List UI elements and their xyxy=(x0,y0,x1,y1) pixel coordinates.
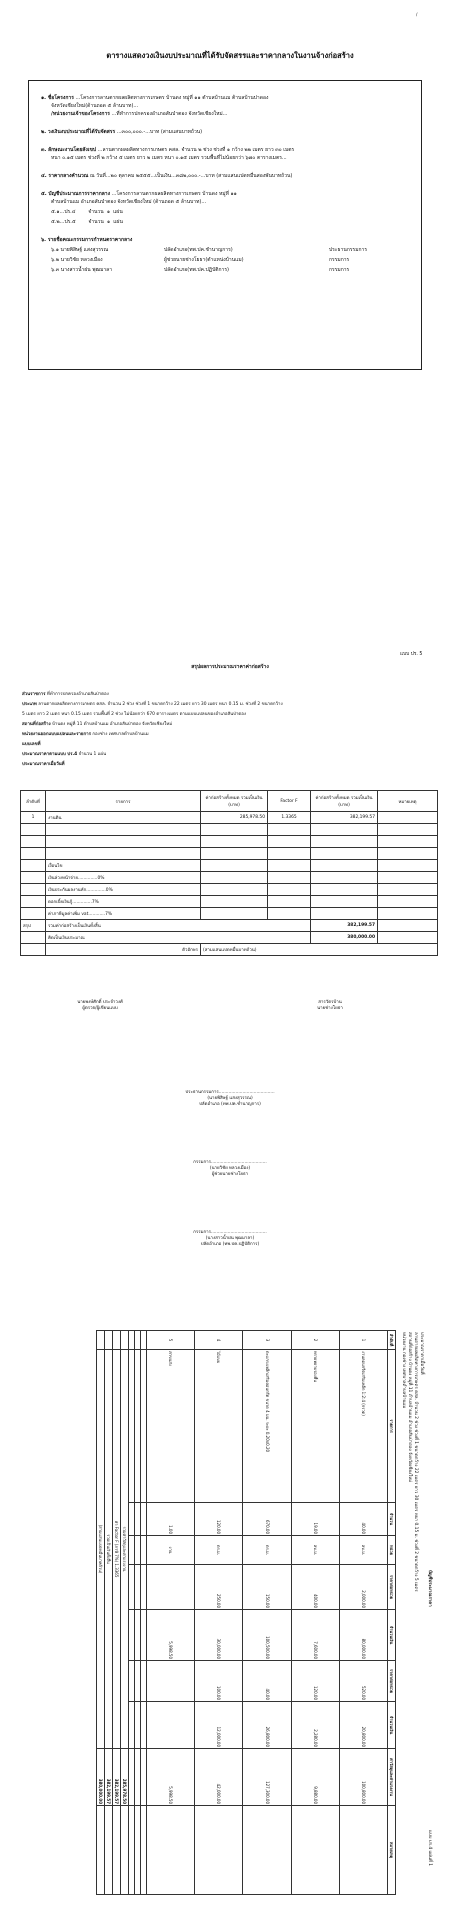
cell-item: ค่าขนส่ง xyxy=(147,1350,195,1503)
signer-block xyxy=(140,1160,320,1178)
summary-field-value: ที่ทำการปกครองอำเภอสันป่าตอง xyxy=(46,692,109,697)
p3-rounded-total: 380,000.00 xyxy=(97,1749,105,1806)
col-note: หมายเหตุ xyxy=(378,791,438,812)
estimate-row xyxy=(41,191,411,197)
cell-note xyxy=(378,860,438,872)
cell-empty xyxy=(129,1350,135,1503)
cell-tot: 9,880.00 xyxy=(291,1749,339,1806)
estimate-value: ...โครงการลานตากผลผลิตทางการเกษตร บ้านดง หมู่ที่ ๑๑ xyxy=(111,191,237,197)
cell-mt: 30,000.00 xyxy=(195,1610,243,1661)
project-name-value: ...โครงการลานตากผลผลิตทางการเกษตร บ้านดง หมู่ที่ ๑๑ ตำบลบ้านแม ต้าบลบ้านปาดอง xyxy=(75,95,269,101)
p3-factor-total: 382,199.57 xyxy=(113,1749,121,1806)
cell-item: งานคอนกรีตเสริมเหล็ก 1:2:4 (กรวด) xyxy=(339,1350,387,1503)
form-number: แบบ ปร. 5 xyxy=(400,652,423,657)
cell-lt: 12,000.00 xyxy=(195,1702,243,1749)
cell-cost xyxy=(201,908,268,920)
budget-label: ๒. วงเงินงบประมาณที่ได้รับจัดสรร xyxy=(41,129,116,135)
cell-cost xyxy=(201,848,268,860)
summary-table-header xyxy=(21,791,438,812)
table-row xyxy=(339,1331,387,1895)
cell-empty xyxy=(129,1661,135,1702)
cell-item xyxy=(46,848,201,860)
committee-label: ๖. รายชื่อคณะกรรมการกำหนดราคากลาง xyxy=(41,237,133,243)
cell-empty xyxy=(135,1536,141,1565)
summary-field-label: ส่วนราชการ xyxy=(22,692,46,697)
project-name-row xyxy=(41,95,411,101)
rounded-text: คิดเป็นเงินประมาณ xyxy=(46,932,311,944)
agency-value: ...ที่ทำการปกครองอำเภอสันป่าตอง จังหวัดเชียงใหม่... xyxy=(111,111,228,117)
work-desc-value: ...ลานตากผลผลิตทางการเกษตร คสล. จำนวน ๒ ช่วง ช่วงที่ ๑ กว้าง ๒๒ เมตร ยาว ๓๐ เมตร xyxy=(97,147,295,153)
p3-col-item: รายการ xyxy=(388,1350,396,1503)
cell-note xyxy=(195,1806,243,1895)
table-row xyxy=(195,1331,243,1895)
col-factor: Factor F xyxy=(268,791,311,812)
summary-field xyxy=(22,752,432,757)
cell-item: ตะแกรงเหล็กเสริมคอนกรีต ขนาด 4 มม. ระยะ 0.20x0.20 xyxy=(243,1350,291,1503)
cell-empty xyxy=(135,1702,141,1749)
cell-mp: 250.00 xyxy=(195,1565,243,1610)
cell-empty xyxy=(141,1565,147,1610)
signer-line: ประธานกรรมการ........................................ xyxy=(185,1090,275,1095)
median-price-value: ณ วันที่...๒๐ ตุลาคม ๒๕๕๕...เป็นเงิน...๓๘๒,๐๐๐.-...บาท (สามแสนแปดหมื่นสองพันบาทถ้วน) xyxy=(90,173,293,179)
cell-no: 2 xyxy=(291,1331,339,1350)
committee-name: ๖.๓ นางสาวน้ำฝน พุฒมาลา xyxy=(51,267,113,273)
cell-empty xyxy=(135,1749,141,1806)
p3-grand-blank xyxy=(105,1331,113,1350)
cell-tot: 127,300.00 xyxy=(243,1749,291,1806)
cell-empty xyxy=(135,1661,141,1702)
p3-sum-total: 285,978.50 xyxy=(121,1749,129,1806)
signer-name: (นายวิชัย หลวงเมือง) xyxy=(209,1166,251,1171)
committee-role: ประธานกรรมการ xyxy=(329,247,368,253)
cell-unit: ตร.ม. xyxy=(243,1536,291,1565)
cell-unit: ลบ.ม. xyxy=(291,1536,339,1565)
sig-right-1: สารวัตรบ้าน xyxy=(318,1000,342,1005)
col-total: ค่าก่อสร้างทั้งหมด รวมเป็นเงิน (บาท) xyxy=(311,791,378,812)
cell-total xyxy=(311,908,378,920)
cell-note xyxy=(147,1806,195,1895)
cell-item: ดอกเบี้ยเงินกู้..............7% xyxy=(46,896,201,908)
cell-empty xyxy=(135,1350,141,1503)
cell-total xyxy=(311,836,378,848)
cell-mp: 150.00 xyxy=(243,1565,291,1610)
cell-qty: 670.00 xyxy=(243,1503,291,1536)
cell-empty xyxy=(135,1806,141,1895)
p3-grand-label: รวมเป็นเงินทั้งสิ้น xyxy=(105,1350,113,1749)
signer-block xyxy=(140,1230,320,1248)
cell-note xyxy=(291,1806,339,1895)
signer-line: กรรมการ........................................ xyxy=(193,1160,267,1165)
p3-sum-label: รวมค่าวัสดุและค่าแรงงาน xyxy=(121,1350,129,1749)
cell-empty xyxy=(141,1503,147,1536)
cell-no: 1 xyxy=(339,1331,387,1350)
summary-field xyxy=(22,712,432,717)
estimate-label: ๕. บัญชีประมาณการราคากลาง xyxy=(41,191,111,197)
cell-empty xyxy=(141,1350,147,1503)
summary-text: รวมค่าก่อสร้างเป็นเงินทั้งสิ้น xyxy=(46,920,311,932)
cell-qty: 40.00 xyxy=(339,1503,387,1536)
cell-empty xyxy=(141,1749,147,1806)
signer-position: ผู้ช่วยนายช่างโยธา xyxy=(211,1172,249,1177)
p3-col-mt: จำนวนเงิน xyxy=(388,1610,396,1661)
table-row xyxy=(21,872,438,884)
rounded-total: 380,000.00 xyxy=(311,932,378,944)
project-name-label: ๑. ชื่อโครงการ xyxy=(41,95,74,101)
table-row xyxy=(21,896,438,908)
summary-field-value: กองช่าง เทศบาลตำบลบ้านแม xyxy=(92,732,149,737)
summary-field-value: 5 เมตร ยาว 2 เมตร หนา 0.15 เมตร รวมพื้นที่ 2 ช่วง ไม่น้อยกว่า 670 ตารางเมตร ตามแบบแปลนของอำเภอสันป่าตอง xyxy=(22,712,247,717)
cell-tot: 100,800.00 xyxy=(339,1749,387,1806)
cell-empty xyxy=(141,1536,147,1565)
cell-item xyxy=(46,836,201,848)
estimate-title: บัญชีประมาณราคา xyxy=(427,1570,432,1607)
cell-total xyxy=(311,872,378,884)
summary-field-label: ประมาณราคาเมื่อวันที่ xyxy=(22,762,65,767)
cell-total xyxy=(311,860,378,872)
estimate-table xyxy=(96,1330,396,1895)
col-item: รายการ xyxy=(46,791,201,812)
summary-field xyxy=(22,742,432,747)
p3-col-tot: ค่าวัสดุและค่าแรงงาน xyxy=(388,1749,396,1806)
cell-note xyxy=(378,908,438,920)
p3-col-lp: ราคาต่อหน่วย xyxy=(388,1661,396,1702)
committee-heading xyxy=(41,237,411,243)
cell-qty: 120.00 xyxy=(195,1503,243,1536)
cell-lp: 100.00 xyxy=(195,1661,243,1702)
estimate-table-header xyxy=(388,1331,396,1895)
p3-factor-blank xyxy=(113,1331,121,1350)
cell-total: 382,199.57 xyxy=(311,812,378,824)
cell-empty xyxy=(129,1806,135,1895)
cell-empty xyxy=(129,1749,135,1806)
agency-label: /หน่วยงานเจ้าของโครงการ xyxy=(51,111,110,117)
page-mark: / xyxy=(416,12,418,17)
median-price-label: ๔. ราคากลางคำนวณ xyxy=(41,173,89,179)
cell-tot: 42,000.00 xyxy=(195,1749,243,1806)
cell-no xyxy=(21,872,46,884)
p3-col-mp: ราคาต่อหน่วย xyxy=(388,1565,396,1610)
table-row xyxy=(291,1331,339,1895)
summary-title: สรุปผลการประมาณราคาค่าก่อสร้าง xyxy=(191,664,269,670)
summary-total: 382,199.57 xyxy=(311,920,378,932)
p3-sum-row xyxy=(121,1331,129,1895)
cell-empty xyxy=(129,1702,135,1749)
cell-item: เงินล่วงหน้าจ่าย..............0% xyxy=(46,872,201,884)
cell-no: 3 xyxy=(243,1331,291,1350)
cell-mp: 2,000.00 xyxy=(339,1565,387,1610)
committee-name: ๖.๑ นายพิสิษฐ์ แสงสุวรรณ xyxy=(51,247,109,253)
p3-col-unit: หน่วย xyxy=(388,1536,396,1565)
cell-note xyxy=(378,824,438,836)
cell-qty: 1.00 xyxy=(147,1503,195,1536)
cell-mt: 5,998.50 xyxy=(147,1610,195,1661)
cell-no xyxy=(21,896,46,908)
cell-note xyxy=(339,1806,387,1895)
cell-factor xyxy=(268,848,311,860)
cell-cost xyxy=(201,872,268,884)
cell-no xyxy=(21,860,46,872)
cell-factor xyxy=(268,860,311,872)
cell-empty xyxy=(141,1661,147,1702)
estimate-header-line: หน่วยงาน กองช่าง เทศบาลตำบลบ้านแม xyxy=(401,1332,406,1409)
work-desc-label: ๓. ลักษณะงานโดยสังเขป xyxy=(41,147,97,153)
sig-right-2: นายช่างโยธา xyxy=(317,1006,343,1011)
letters-row xyxy=(21,944,438,956)
cell-empty xyxy=(129,1331,135,1350)
p3-col-note: หมายเหตุ xyxy=(388,1806,396,1895)
summary-label: สรุป xyxy=(21,920,46,932)
cell-lp: 120.00 xyxy=(291,1661,339,1702)
cell-note xyxy=(378,896,438,908)
cell-empty xyxy=(135,1503,141,1536)
page-title: ตารางแสดงวงเงินงบประมาณที่ได้รับจัดสรรและราคากลางในงานจ้างก่อสร้าง xyxy=(106,51,354,60)
cell-empty xyxy=(129,1536,135,1565)
project-name-cont: จังหวัดเชียงใหม่(ด้านถอด ๕ ล้านบาท)... xyxy=(51,103,139,109)
estimate-sheet xyxy=(24,1330,434,1895)
col-no: ลำดับที่ xyxy=(21,791,46,812)
summary-field xyxy=(22,722,432,727)
cell-no xyxy=(21,836,46,848)
cell-empty xyxy=(129,1565,135,1610)
cell-empty xyxy=(135,1331,141,1350)
cell-total xyxy=(311,896,378,908)
p3-rounded-row xyxy=(97,1331,105,1895)
committee-position: ปลัดอำเภอ(ทพ.ปค.ชำนาญการ) xyxy=(164,247,233,253)
cell-item: ไม้แบบ xyxy=(195,1350,243,1503)
cell-lt xyxy=(147,1702,195,1749)
signer-name: (นายพิสิษฐ์ แสงสุวรรณ) xyxy=(207,1096,253,1101)
cell-note xyxy=(378,848,438,860)
cell-no xyxy=(21,884,46,896)
cell-note xyxy=(378,812,438,824)
cell-factor xyxy=(268,896,311,908)
estimate-header-line: สถานที่ก่อสร้าง บ้านดง หมู่ที่ 11 ตำบลบ้านแม อำเภอสันป่าตอง จังหวัดเชียงใหม่ xyxy=(407,1332,412,1483)
cell-no: 1 xyxy=(21,812,46,824)
cell-mt: 7,600.00 xyxy=(291,1610,339,1661)
cell-empty xyxy=(129,1610,135,1661)
cell-factor xyxy=(268,884,311,896)
cell-cost xyxy=(201,884,268,896)
committee-role: กรรมการ xyxy=(329,257,350,263)
summary-field xyxy=(22,762,432,767)
table-row xyxy=(21,860,438,872)
budget-value: ...๓๐๐,๐๐๐.-...บาท (สามแสนบาทถ้วน) xyxy=(116,129,203,135)
col-cost: ค่าก่อสร้างทั้งหมด รวมเป็นเงิน (บาท) xyxy=(201,791,268,812)
cell-cost xyxy=(201,824,268,836)
cell-mp xyxy=(147,1565,195,1610)
cell-total xyxy=(311,824,378,836)
signer-position: ปลัดอำเภอ (ทพ.ปค.ชำนาญการ) xyxy=(199,1102,261,1107)
cell-empty xyxy=(135,1610,141,1661)
cell-qty: 19.00 xyxy=(291,1503,339,1536)
cell-factor xyxy=(268,908,311,920)
cell-empty xyxy=(135,1565,141,1610)
p3-col-no: ลำดับที่ xyxy=(388,1331,396,1350)
sig-right xyxy=(240,1000,420,1012)
rounded-blank xyxy=(21,932,46,944)
p3-grand-note xyxy=(105,1806,113,1895)
cell-lp: 40.00 xyxy=(243,1661,291,1702)
cell-note xyxy=(378,872,438,884)
cell-cost: 285,978.50 xyxy=(201,812,268,824)
p3-rounded-blank xyxy=(97,1331,105,1350)
cell-unit: งาน xyxy=(147,1536,195,1565)
table-row xyxy=(243,1331,291,1895)
table-row xyxy=(129,1331,135,1895)
cell-no xyxy=(21,848,46,860)
cell-mt: 80,000.00 xyxy=(339,1610,387,1661)
cell-total xyxy=(311,848,378,860)
letters-blank xyxy=(21,944,46,956)
cell-no: 4 xyxy=(195,1331,243,1350)
cell-cost xyxy=(201,836,268,848)
cell-tot: 5,998.50 xyxy=(147,1749,195,1806)
rounded-note xyxy=(378,932,438,944)
cell-item: งานดิน xyxy=(46,812,201,824)
cell-no: 5 xyxy=(147,1331,195,1350)
cell-factor xyxy=(268,824,311,836)
cell-lt: 20,800.00 xyxy=(339,1702,387,1749)
p3-col-qty: จำนวน xyxy=(388,1503,396,1536)
summary-field xyxy=(22,692,432,697)
cell-lt: 26,800.00 xyxy=(243,1702,291,1749)
cell-empty xyxy=(129,1503,135,1536)
cell-cost xyxy=(201,860,268,872)
cell-total xyxy=(311,884,378,896)
table-row xyxy=(21,908,438,920)
cell-factor xyxy=(268,872,311,884)
project-info-box xyxy=(28,80,422,370)
cell-empty xyxy=(141,1610,147,1661)
cell-item: เงินประกันผลงานหัก..............0% xyxy=(46,884,201,896)
p3-grand-row xyxy=(105,1331,113,1895)
committee-position: ปลัดอำเภอ(ทพ.ปค.ปฏิบัติการ) xyxy=(164,267,229,273)
summary-field-label: สถานที่ก่อสร้าง xyxy=(22,722,51,727)
p3-col-lt: จำนวนเงิน xyxy=(388,1702,396,1749)
summary-field-label: หน่วยงานออกแบบแปลนและรายการ xyxy=(22,732,91,737)
table-row xyxy=(141,1331,147,1895)
cell-unit: ตร.ม. xyxy=(195,1536,243,1565)
summary-field xyxy=(22,732,432,737)
work-desc-row xyxy=(41,147,411,153)
cell-note xyxy=(378,884,438,896)
cell-lp xyxy=(147,1661,195,1702)
budget-row xyxy=(41,129,411,135)
table-row xyxy=(135,1331,141,1895)
p3-grand-total: 382,199.57 xyxy=(105,1749,113,1806)
summary-total-row xyxy=(21,920,438,932)
p3-rounded-note xyxy=(97,1806,105,1895)
cell-item: เงื่อนไข xyxy=(46,860,201,872)
cell-item xyxy=(46,824,201,836)
median-price-row xyxy=(41,173,411,179)
p3-factor-note xyxy=(113,1806,121,1895)
p3-sum-blank xyxy=(121,1331,129,1350)
work-desc-cont: หนา ๐.๑๕ เมตร ช่วงที่ ๒ กว้าง ๕ เมตร ยาว ๒ เมตร หนา ๐.๑๕ เมตร รวมพื้นที่ไม่น้อยกว่า ๖๗๐ ตารางเมตร... xyxy=(51,155,287,161)
summary-field-value: จำนวน 1 แผ่น xyxy=(78,752,107,757)
summary-note xyxy=(378,920,438,932)
letters-label: ตัวอักษร xyxy=(46,944,201,956)
cell-item: ค่าภาษีมูลค่าเพิ่ม vat............7% xyxy=(46,908,201,920)
signer-line: กรรมการ........................................ xyxy=(193,1230,267,1235)
p3-factor-row xyxy=(113,1331,121,1895)
cell-empty xyxy=(141,1806,147,1895)
signer-name: (นางสาวน้ำฝน พุฒมาลา) xyxy=(205,1236,255,1241)
summary-field-label: แบบเลขที่ xyxy=(22,742,41,747)
estimate-header-line: ประมาณราคาเมื่อวันที่ xyxy=(419,1332,424,1375)
cell-mp: 400.00 xyxy=(291,1565,339,1610)
sig-left-1: นายพงษ์ศักดิ์ ประจำวงศ์ xyxy=(77,1000,123,1005)
p3-rounded-label: (สามแสนแปดหมื่นบาทถ้วน) xyxy=(97,1350,105,1749)
cell-no xyxy=(21,824,46,836)
cell-factor xyxy=(268,836,311,848)
table-row xyxy=(21,824,438,836)
cell-mt: 100,500.00 xyxy=(243,1610,291,1661)
table-row xyxy=(21,836,438,848)
cell-unit: ลบ.ม. xyxy=(339,1536,387,1565)
letters-value: (สามแสนแปดหมื่นบาทถ้วน) xyxy=(201,944,438,956)
table-row xyxy=(21,812,438,824)
agency-row xyxy=(51,111,421,117)
sig-left-2: ผู้ตรวจ/ผู้เขียนแบบ xyxy=(82,1006,118,1011)
table-row xyxy=(21,848,438,860)
summary-field-label: ประเภท xyxy=(22,702,37,707)
cell-lt: 2,280.00 xyxy=(291,1702,339,1749)
estimate-form-no: แบบ ปร.4 แผ่นที่ 1 xyxy=(427,1830,432,1867)
summary-field-label: ประมาณราคาตามแบบ ปร.4 xyxy=(22,752,78,757)
cell-cost xyxy=(201,896,268,908)
committee-name: ๖.๒ นายวิชัย หลวงเมือง xyxy=(51,257,103,263)
cell-item: ทรายหยาบรองพื้น xyxy=(291,1350,339,1503)
table-row xyxy=(21,884,438,896)
summary-field xyxy=(22,702,432,707)
cell-lp: 520.00 xyxy=(339,1661,387,1702)
p3-factor-label: ค่า Factor F (ภาษี 7%) 1.3365 xyxy=(113,1350,121,1749)
cell-factor: 1.3365 xyxy=(268,812,311,824)
summary-field-value: บ้านดง หมู่ที่ 11 ตำบลบ้านแม อำเภอสันป่าตอง จังหวัดเชียงใหม่ xyxy=(52,722,173,727)
cell-no xyxy=(21,908,46,920)
cell-note xyxy=(378,836,438,848)
sig-left xyxy=(10,1000,190,1012)
signer-block xyxy=(140,1090,320,1108)
estimate-cont: ตำบลบ้านแม อำเภอสันป่าตอง จังหวัดเชียงใหม่ (ด้านถอด ๕ ล้านบาท)... xyxy=(51,199,207,205)
committee-position: ผู้ช่วยนายช่างโยธา(ตำแหน่งบ้านแม) xyxy=(164,257,244,263)
estimate-header-line: ลานตากผลผลิตทางการเกษตร คสล. จำนวน 2 ช่วง ช่วงที่ 1 ขนาดกว้าง 22 เมตร ยาว 30 เมตร หนา 0.15 ม. ช่วงที่ 2 ขนาดกว้าง 5 เมตร xyxy=(413,1332,418,1592)
p3-sum-note xyxy=(121,1806,129,1895)
rounded-row xyxy=(21,932,438,944)
table-row xyxy=(147,1331,195,1895)
committee-role: กรรมการ xyxy=(329,267,350,273)
signer-position: ปลัดอำเภอ (ทพ.ปค.ปฏิบัติการ) xyxy=(200,1242,260,1247)
cell-empty xyxy=(141,1702,147,1749)
estimate-sub-1: ๕.๑...ปร.๔ จำนวน ๑ แผ่น xyxy=(51,209,123,215)
estimate-sub-2: ๕.๒...ปร.๕ จำนวน ๑ แผ่น xyxy=(51,219,123,225)
summary-field-value: ลานตากผลผลิตทางการเกษตร คสล. จำนวน 2 ช่วง ช่วงที่ 1 ขนาดกว้าง 22 เมตร ยาว 30 เมตร หนา 0.15 ม. ช่วงที่ 2 ขนาดกว้าง xyxy=(38,702,283,707)
cell-empty xyxy=(141,1331,147,1350)
cell-note xyxy=(243,1806,291,1895)
summary-table xyxy=(20,790,438,956)
